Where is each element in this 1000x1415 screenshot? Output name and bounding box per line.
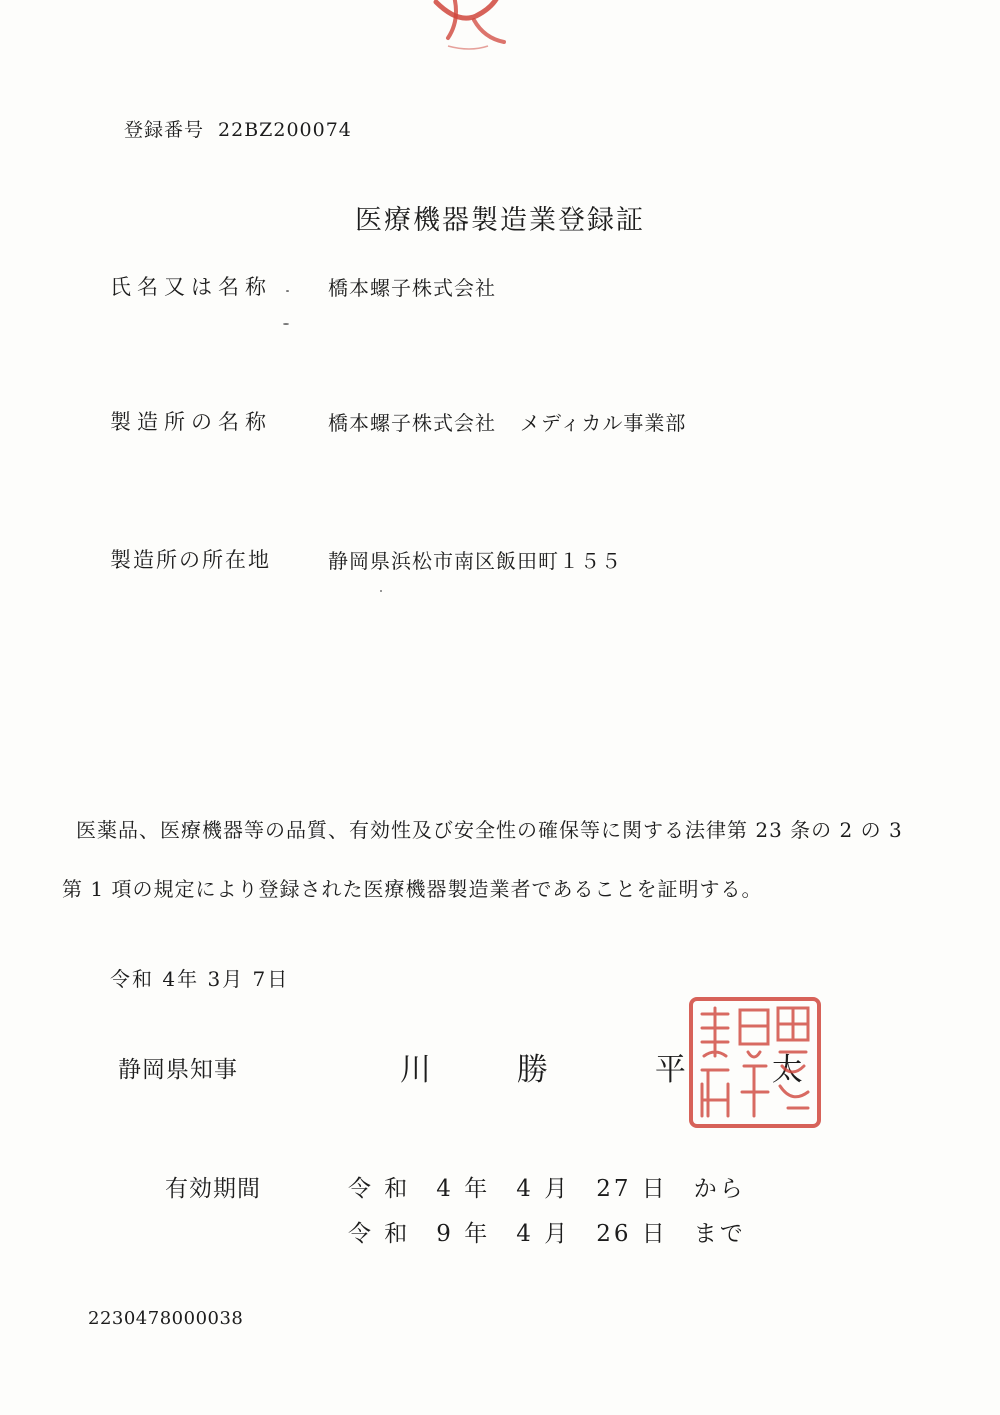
scan-speck [283,323,289,325]
scan-speck [286,290,289,292]
governor-name-text: 川 勝 平 太 [400,1052,841,1088]
registration-number-label: 登録番号 [124,119,205,141]
mfg-site-division: メディカル事業部 [520,411,687,435]
name-label: 氏名又は名称 [110,275,272,299]
certification-text-line-1: 医薬品、医療機器等の品質、有効性及び安全性の確保等に関する法律第 23 条の 2 の 3 [76,818,903,842]
mfg-site-address-value: 静岡県浜松市南区飯田町１５５ [328,549,622,573]
governor-title: 静岡県知事 [118,1057,238,1083]
mfg-site-address-label: 製造所の所在地 [110,548,271,572]
name-value: 橋本螺子株式会社 [328,276,496,300]
mfg-site-name-value [328,407,686,436]
document-title: 医療機器製造業登録証 [355,205,645,236]
mfg-site-name-label: 製造所の名称 [110,410,272,434]
registration-number-value: 22BZ200074 [218,119,352,141]
validity-label: 有効期間 [165,1176,261,1202]
validity-to: 令 和 9 年 4 月 26 日 まで [348,1221,746,1247]
registration-number [124,115,352,142]
validity-from: 令 和 4 年 4 月 27 日 から [348,1176,746,1202]
document-id: 2230478000038 [88,1308,244,1329]
official-seal-icon [688,996,822,1129]
certification-text-line-2: 第 1 項の規定により登録された医療機器製造業者であることを証明する。 [62,877,763,901]
partial-stamp-icon [418,0,518,54]
issue-date: 令和 4年 3月 7日 [110,967,290,991]
mfg-site-company: 橋本螺子株式会社 [328,411,496,435]
scan-speck [380,590,382,592]
